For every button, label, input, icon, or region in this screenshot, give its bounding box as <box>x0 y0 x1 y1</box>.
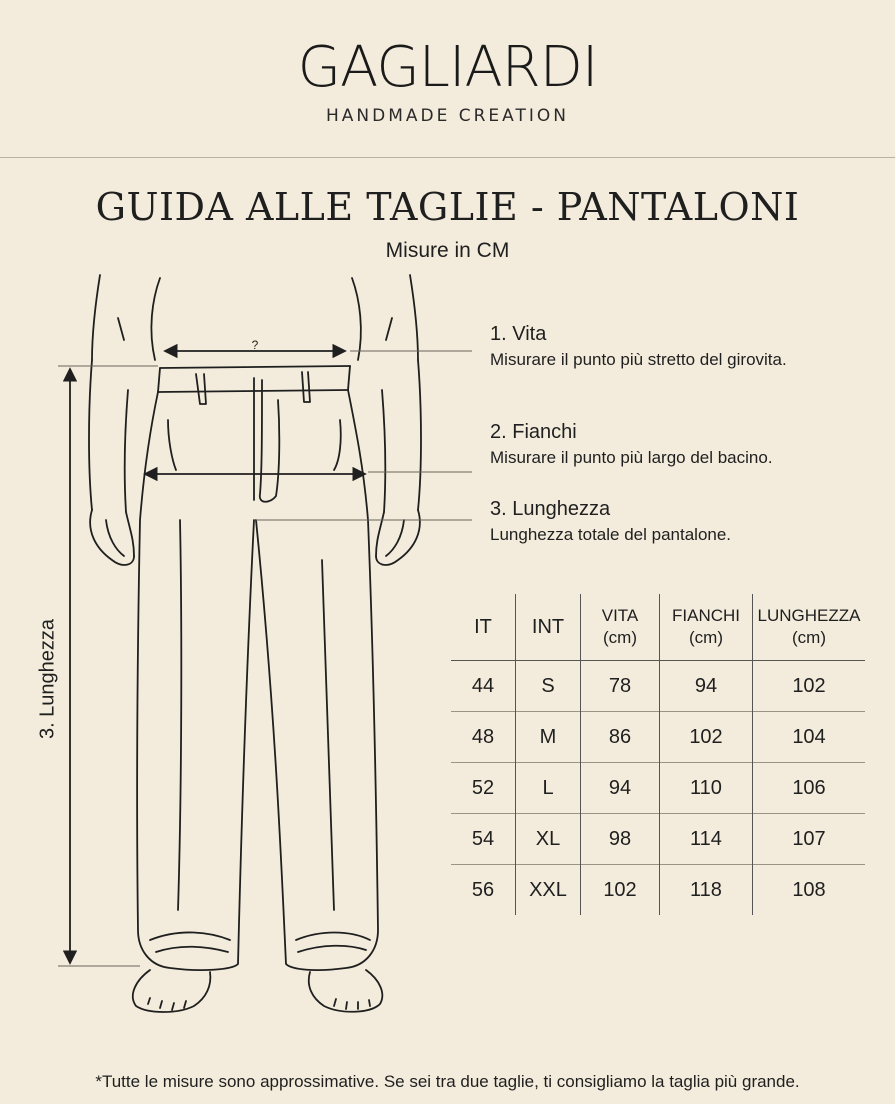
length-axis-label: 3. Lunghezza <box>36 618 59 740</box>
cell-lunghezza: 106 <box>753 763 866 814</box>
measurement-length <box>490 497 731 546</box>
right-arm <box>376 360 421 565</box>
header-it: IT <box>451 594 516 661</box>
table-row <box>451 661 865 712</box>
waist-mark: ? <box>251 338 259 352</box>
cell-lunghezza: 104 <box>753 712 866 763</box>
cell-int: S <box>516 661 581 712</box>
table-row <box>451 814 865 865</box>
cell-int: XXL <box>516 865 581 916</box>
header-vita: VITA (cm) <box>581 594 660 661</box>
cell-vita: 94 <box>581 763 660 814</box>
brand-tagline: HANDMADE CREATION <box>326 106 569 126</box>
measurement-heading: 1. Vita <box>490 323 547 345</box>
measurement-heading: 3. Lunghezza <box>490 498 611 520</box>
cell-fianchi: 94 <box>660 661 753 712</box>
measurement-heading: 2. Fianchi <box>490 421 577 443</box>
cell-it: 48 <box>451 712 516 763</box>
brand-header <box>0 36 895 128</box>
header-int: INT <box>516 594 581 661</box>
cell-it: 54 <box>451 814 516 865</box>
left-arm <box>89 360 134 565</box>
header-lunghezza: LUNGHEZZA (cm) <box>753 594 866 661</box>
size-table-header <box>451 594 865 661</box>
page-subtitle: Misure in CM <box>385 239 510 262</box>
feet <box>133 970 382 1012</box>
measurement-description: Misurare il punto più largo del bacino. <box>490 448 773 467</box>
cell-it: 56 <box>451 865 516 916</box>
table-row <box>451 763 865 814</box>
footnote: *Tutte le misure sono approssimative. Se sei tra due taglie, ti consigliamo la taglia più grande. <box>95 1072 800 1091</box>
cell-fianchi: 118 <box>660 865 753 916</box>
cell-it: 44 <box>471 674 495 697</box>
size-table <box>451 594 865 915</box>
header-fianchi: FIANCHI (cm) <box>660 594 753 661</box>
cell-lunghezza: 108 <box>753 865 866 916</box>
cell-vita: 102 <box>581 865 660 916</box>
cell-fianchi: 102 <box>660 712 753 763</box>
cell-int: XL <box>516 814 581 865</box>
table-row <box>451 712 865 763</box>
page-title: GUIDA ALLE TAGLIE - PANTALONI <box>95 185 800 229</box>
brand-logo: GAGLIARDI <box>297 35 598 100</box>
cell-vita: 78 <box>581 661 660 712</box>
cell-lunghezza: 107 <box>753 814 866 865</box>
measurement-description: Misurare il punto più stretto del girovita. <box>490 350 787 369</box>
cell-int: M <box>516 712 581 763</box>
cell-lunghezza: 102 <box>753 661 866 712</box>
header-divider <box>0 157 895 158</box>
trousers-legs <box>137 390 378 970</box>
cell-int: L <box>516 763 581 814</box>
trousers-waistband <box>158 366 350 502</box>
cell-fianchi: 114 <box>660 814 753 865</box>
table-row <box>451 865 865 916</box>
cell-fianchi: 110 <box>660 763 753 814</box>
cell-vita: 86 <box>581 712 660 763</box>
measurement-waist <box>490 322 787 371</box>
cell-it: 52 <box>451 763 516 814</box>
measurement-hips <box>490 420 773 469</box>
cell-vita: 98 <box>581 814 660 865</box>
measurement-description: Lunghezza totale del pantalone. <box>490 525 732 544</box>
